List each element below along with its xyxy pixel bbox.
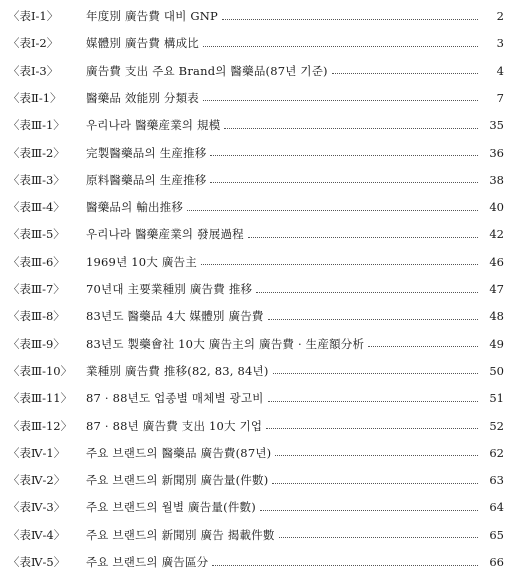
page-number: 66 — [489, 555, 504, 569]
toc-entry — [8, 495, 504, 519]
page-number: 64 — [489, 500, 504, 515]
page-number: 63 — [489, 473, 504, 488]
page-number: 46 — [489, 254, 504, 269]
dot-leader — [268, 319, 478, 320]
toc-entry — [8, 222, 504, 246]
table-title: 83년도 醫藥品 4大 媒體別 廣告費 — [86, 309, 264, 324]
table-title: 주요 브랜드의 월별 廣告量(件數) — [86, 500, 256, 515]
dot-leader — [203, 46, 478, 47]
dot-leader — [266, 428, 478, 429]
page-number: 42 — [489, 227, 504, 242]
table-title: 年度別 廣告費 대비 GNP — [86, 9, 218, 23]
toc-entry — [8, 168, 504, 192]
table-title: 우리나라 醫藥産業의 發展過程 — [86, 227, 244, 242]
dot-leader — [187, 210, 478, 211]
toc-entry — [8, 4, 504, 28]
table-number: 〈表Ⅰ-3〉 — [8, 63, 59, 78]
table-title: 주요 브랜드의 新聞別 廣告 揭載件數 — [86, 527, 275, 542]
dot-leader — [272, 483, 478, 484]
table-title: 業種別 廣告費 推移(82, 83, 84년) — [86, 363, 269, 378]
table-title: 醫藥品 效能別 分類表 — [86, 90, 200, 105]
page-number: 36 — [489, 145, 504, 160]
page-number: 2 — [496, 9, 504, 23]
table-number: 〈表Ⅳ-4〉 — [8, 527, 66, 542]
toc-entry — [8, 441, 504, 465]
dot-leader — [279, 537, 478, 538]
dot-leader — [210, 155, 478, 156]
dot-leader — [260, 510, 478, 511]
page-number: 65 — [489, 527, 504, 542]
table-number: 〈表Ⅲ-7〉 — [8, 282, 65, 296]
toc-entry — [8, 359, 504, 383]
dot-leader — [268, 401, 478, 402]
page-number: 47 — [489, 282, 504, 296]
dot-leader — [224, 128, 478, 129]
dot-leader — [201, 264, 478, 265]
toc-entry — [8, 113, 504, 137]
toc-entry — [8, 86, 504, 110]
table-title: 주요 브랜드의 廣告區分 — [86, 555, 209, 569]
page-number: 50 — [489, 363, 504, 378]
table-title: 주요 브랜드의 醫藥品 廣告費(87년) — [86, 445, 272, 460]
dot-leader — [275, 455, 478, 456]
page-number: 40 — [489, 200, 504, 215]
toc-entry — [8, 195, 504, 219]
table-number: 〈表Ⅲ-8〉 — [8, 309, 65, 324]
toc-entry — [8, 250, 504, 274]
dot-leader — [248, 237, 478, 238]
table-title: 87 · 88년 廣告費 支出 10大 기업 — [86, 418, 263, 433]
toc-entry — [8, 523, 504, 547]
table-title: 媒體別 廣告費 構成比 — [86, 36, 200, 51]
table-number: 〈表Ⅲ-1〉 — [8, 118, 65, 133]
table-number: 〈表Ⅲ-10〉 — [8, 363, 73, 378]
page-number: 3 — [496, 36, 504, 51]
dot-leader — [368, 346, 478, 347]
table-number: 〈表Ⅲ-3〉 — [8, 172, 65, 187]
toc-entry — [8, 59, 504, 83]
table-number: 〈表Ⅳ-2〉 — [8, 473, 66, 488]
table-title: 주요 브랜드의 新聞別 廣告量(件數) — [86, 473, 269, 488]
toc-entry — [8, 386, 504, 410]
dot-leader — [222, 19, 478, 20]
page-number: 62 — [489, 445, 504, 460]
page-number: 49 — [489, 336, 504, 351]
page-number: 51 — [489, 391, 504, 406]
table-title: 70년대 主要業種別 廣告費 推移 — [86, 282, 253, 296]
dot-leader — [256, 292, 478, 293]
dot-leader — [210, 182, 478, 183]
table-number: 〈表Ⅰ-2〉 — [8, 36, 59, 51]
table-title: 1969년 10大 廣告主 — [86, 254, 197, 269]
table-number: 〈表Ⅲ-5〉 — [8, 227, 65, 242]
page-number: 4 — [496, 63, 504, 78]
dot-leader — [212, 565, 478, 566]
table-title: 完製醫藥品의 生産推移 — [86, 145, 207, 160]
table-number: 〈表Ⅲ-2〉 — [8, 145, 65, 160]
dot-leader — [332, 73, 478, 74]
table-title: 原料醫藥品의 生産推移 — [86, 172, 207, 187]
table-title: 우리나라 醫藥産業의 規模 — [86, 118, 221, 133]
table-number: 〈表Ⅱ-1〉 — [8, 90, 62, 105]
dot-leader — [273, 373, 478, 374]
table-number: 〈表Ⅲ-11〉 — [8, 391, 73, 406]
toc-entry — [8, 332, 504, 356]
page-number: 7 — [496, 90, 504, 105]
table-title: 87 · 88년도 업종별 매체별 광고비 — [86, 391, 264, 406]
table-number: 〈表Ⅲ-12〉 — [8, 418, 73, 433]
page-number: 38 — [489, 172, 504, 187]
table-number: 〈表Ⅲ-6〉 — [8, 254, 65, 269]
table-number: 〈表Ⅳ-1〉 — [8, 445, 66, 460]
toc-entry — [8, 141, 504, 165]
table-number: 〈表Ⅳ-3〉 — [8, 500, 66, 515]
table-number: 〈表Ⅰ-1〉 — [8, 9, 59, 23]
toc-entry — [8, 414, 504, 438]
page-number: 48 — [489, 309, 504, 324]
page-number: 52 — [489, 418, 504, 433]
toc-entry — [8, 31, 504, 55]
table-number: 〈表Ⅲ-9〉 — [8, 336, 65, 351]
table-number: 〈表Ⅲ-4〉 — [8, 200, 65, 215]
table-title: 83년도 製藥會社 10大 廣告主의 廣告費 · 生産額分析 — [86, 336, 365, 351]
table-title: 醫藥品의 輸出推移 — [86, 200, 184, 215]
toc-entry — [8, 468, 504, 492]
page-number: 35 — [489, 118, 504, 133]
toc-entry — [8, 304, 504, 328]
toc-entry — [8, 277, 504, 301]
toc-entry — [8, 550, 504, 574]
table-title: 廣告費 支出 주요 Brand의 醫藥品(87년 기준) — [86, 63, 328, 78]
dot-leader — [203, 100, 478, 101]
table-number: 〈表Ⅳ-5〉 — [8, 555, 66, 569]
